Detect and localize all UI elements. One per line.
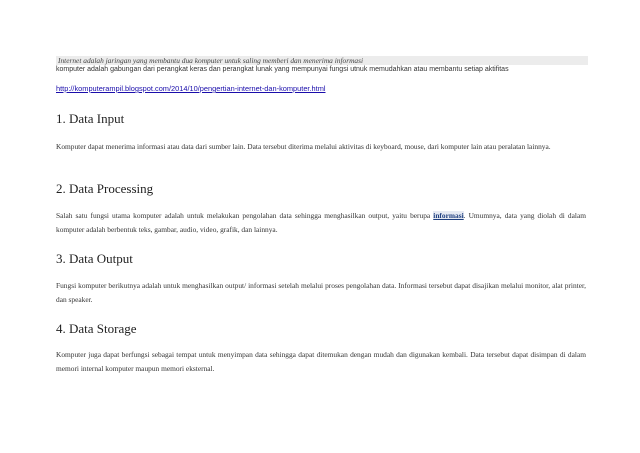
quote-line: Internet adalah jaringan yang membantu dua komputer untuk saling memberi dan menerima informasi <box>56 56 588 65</box>
section-heading-data-processing: 2. Data Processing <box>56 181 154 196</box>
text-after-link: . Umumnya, data yang diolah di dalam komputer adalah berbentuk teks, gambar, audio, video, grafik, dan lainnya. <box>56 211 586 234</box>
section-text-data-processing <box>56 209 586 236</box>
section-text-data-input: Komputer dapat menerima informasi atau data dari sumber lain. Data tersebut diterima melalui aktivitas di keyboard, mouse, dari komputer lain atau peralatan lainnya. <box>56 142 551 151</box>
text-before-link: Salah satu fungsi utama komputer adalah untuk melakukan pengolahan data sehingga menghasilkan output, yaitu berupa <box>56 211 434 220</box>
section-text-data-storage: Komputer juga dapat berfungsi sebagai tempat untuk menyimpan data sehingga dapat ditemukan dengan mudah dan digunakan kembali. Data tersebut dapat disimpan di dalam memori internal komputer maupun memori eksternal. <box>56 350 586 373</box>
source-link[interactable]: http://komputerampil.blogspot.com/2014/10/pengertian-internet-dan-komputer.html <box>56 84 326 93</box>
informasi-link[interactable]: informasi <box>433 211 464 220</box>
definition-line: komputer adalah gabungan dari perangkat keras dan perangkat lunak yang mempunyai fungsi utnuk memudahkan atau membantu setiap aktifitas <box>56 66 509 73</box>
section-heading-data-storage: 4. Data Storage <box>56 321 137 336</box>
section-heading-data-output: 3. Data Output <box>56 251 133 266</box>
section-text-data-output: Fungsi komputer berikutnya adalah untuk menghasilkan output/ informasi setelah melalui proses pengolahan data. Informasi tersebut dapat disajikan melalui monitor, alat printer, dan speaker. <box>56 281 586 304</box>
section-heading-data-input: 1. Data Input <box>56 111 125 126</box>
